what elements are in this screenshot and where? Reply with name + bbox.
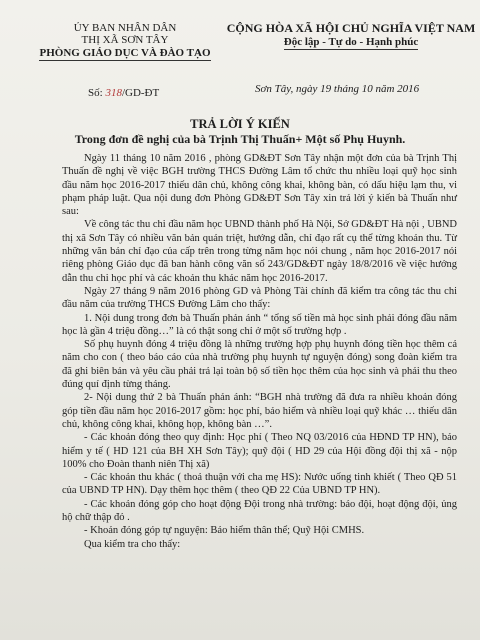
paragraph: 1. Nội dung trong đơn bà Thuấn phản ánh “ tổng số tiền mà học sinh phải đóng đầu năm học là gần 4 triệu đồng…” là có thật song chỉ ở một số trường hợp . <box>62 312 457 337</box>
paragraph: Qua kiểm tra cho thấy: <box>84 538 181 550</box>
paragraph: Về công tác thu chi đầu năm học UBND thành phố Hà Nội, Sở GD&ĐT Hà nội , UBND thị xã Sơn Tây có nhiều văn bản quán triệt, hướng dẫn, chỉ đạo rất cụ thể từng khoản thu. Từ những văn bản chỉ đạo của cấp trên trong từng năm học nói chung , năm học 2016-2017 nói riêng phòng Giáo dục đã ban hành công văn số 243/GD&ĐT ngày 18/8/2016 về việc hướng dẫn thu chi học phí và các khoản thu khác năm học 2016-2017. <box>62 219 457 284</box>
issuing-authority-block <box>20 22 230 61</box>
paragraph: - Các khoản đóng theo quy định: Học phí ( Theo NQ 03/2016 của HĐND TP HN), bảo hiểm y tế ( HD 121 của BH XH Sơn Tây); quỹ đội ( HD 29 của Hội đồng đội thị xã - nộp 100% cho Đoàn thanh niên Thị xã) <box>62 432 457 470</box>
paragraph: Số phụ huynh đóng 4 triệu đồng là những trường hợp phụ huynh đóng tiền học thêm cả năm cho con ( theo báo cáo của nhà trường phụ huynh tự nguyện đóng) song đoàn kiểm tra đã ghi biên bản và yêu cầu phải trả lại toàn bộ số tiền học thêm của học sinh và phải thu theo đúng quí định từng tháng. <box>62 339 457 391</box>
document-number-stamp: 318 <box>105 87 122 99</box>
document-subtitle: Trong đơn đề nghị của bà Trịnh Thị Thuấn+ Một số Phụ Huynh. <box>74 132 406 146</box>
national-motto-block <box>226 22 476 50</box>
paragraph: - Khoản đóng góp tự nguyện: Bảo hiểm thân thể; Quỹ Hội CMHS. <box>84 525 365 537</box>
motto: Độc lập - Tự do - Hạnh phúc <box>284 36 418 51</box>
authority-line-1: ỦY BAN NHÂN DÂN <box>73 22 177 34</box>
paragraph: Ngày 11 tháng 10 năm 2016 , phòng GD&ĐT Sơn Tây nhận một đơn của bà Trịnh Thị Thuấn đề nghị về việc BGH trường THCS Đường Lâm tổ chức thu nhiều loại quỹ học sinh đầu năm học 2016-2017 thiếu dân chủ, không công khai, không bàn, có dấu hiệu lạm thu, vi phạm pháp luật. Qua nội dung đơn Phòng GD&ĐT Sơn Tây xin trả lời ý kiến bà Thuấn như sau: <box>62 153 457 218</box>
authority-line-2: THỊ XÃ SƠN TÂY <box>81 34 169 47</box>
country-name: CỘNG HÒA XÃ HỘI CHỦ NGHĨA VIỆT NAM <box>226 21 476 35</box>
document-number: Số: 318/GD-ĐT <box>88 87 160 99</box>
document-title: TRẢ LỜI Ý KIẾN <box>190 117 290 131</box>
paragraph: 2- Nội dung thứ 2 bà Thuấn phản ánh: “BGH nhà trường đã đưa ra nhiều khoản đóng góp tiền đầu năm học 2016-2017 gồm: học phí, bảo hiểm và nhiều loại quỹ khác … thiếu dân chủ, không công khai, không họp, không bàn …”. <box>62 392 457 430</box>
paragraph: - Các khoản đóng góp cho hoạt động Đội trong nhà trường: báo đội, hoạt động đội, ủng hộ chữ thập đỏ . <box>62 498 457 524</box>
paragraph: Ngày 27 tháng 9 năm 2016 phòng GD và Phòng Tài chính đã kiểm tra công tác thu chi đầu năm của trường THCS Đường Lâm cho thấy: <box>62 285 457 311</box>
document-date: Sơn Tây, ngày 19 tháng 10 năm 2016 <box>255 83 420 95</box>
document-body <box>62 152 457 551</box>
paragraph: - Các khoản thu khác ( thoả thuận với cha mẹ HS): Nước uống tinh khiết ( Theo QĐ 51 của UBND TP HN). Dạy thêm học thêm ( theo QĐ 22 Của UBND TP HN). <box>62 472 457 497</box>
department-name: PHÒNG GIÁO DỤC VÀ ĐÀO TẠO <box>39 47 210 61</box>
